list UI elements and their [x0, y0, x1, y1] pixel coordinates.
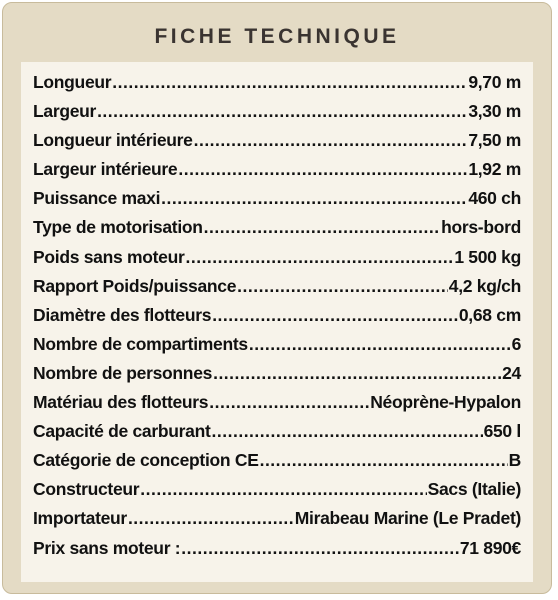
spec-value: B [508, 450, 521, 471]
spec-row-prix-sans-moteur [33, 538, 521, 567]
dot-leader [178, 159, 467, 180]
spec-label: Matériau des flotteurs [33, 392, 209, 413]
spec-row-constructeur [33, 479, 521, 508]
spec-row-rapport-poids-puissance [33, 276, 521, 305]
spec-label: Diamètre des flotteurs [33, 304, 212, 325]
spec-row-largeur-interieure [33, 159, 521, 188]
spec-row-poids-sans-moteur [33, 247, 521, 276]
spec-value: 9,70 m [468, 72, 521, 92]
spec-value: 1,92 m [468, 159, 521, 180]
dot-leader [212, 305, 458, 326]
spec-value: 6 [511, 333, 521, 354]
spec-row-materiau-flotteurs [33, 392, 521, 421]
spec-value: 24 [502, 362, 521, 383]
spec-value: 7,50 m [468, 130, 521, 151]
spec-label: Largeur [33, 101, 97, 122]
spec-value: hors-bord [441, 217, 521, 238]
spec-value: Mirabeau Marine (Le Pradet) [294, 508, 521, 529]
spec-label: Nombre de compartiments [33, 333, 248, 354]
spec-row-puissance-maxi [33, 188, 521, 217]
spec-value: 4,2 kg/ch [448, 275, 521, 296]
spec-row-importateur [33, 508, 521, 537]
dot-leader [204, 217, 440, 238]
spec-row-largeur [33, 101, 521, 130]
dot-leader [209, 392, 369, 413]
spec-row-categorie-conception [33, 450, 521, 479]
spec-value: 1 500 kg [454, 246, 521, 267]
spec-row-longueur-interieure [33, 130, 521, 159]
spec-value: 71 890€ [459, 537, 521, 558]
spec-label: Puissance maxi [33, 188, 161, 209]
spec-label: Poids sans moteur [33, 246, 185, 267]
spec-label: Capacité de carburant [33, 421, 211, 442]
spec-list [21, 62, 533, 582]
spec-label: Type de motorisation [33, 217, 203, 238]
dot-leader [185, 247, 453, 268]
dot-leader [212, 421, 483, 442]
dot-leader [181, 538, 459, 559]
spec-label: Nombre de personnes [33, 362, 213, 383]
spec-label: Catégorie de conception CE [33, 450, 259, 471]
dot-leader [260, 450, 508, 471]
dot-leader [97, 101, 467, 122]
spec-row-nombre-personnes [33, 363, 521, 392]
dot-leader [140, 479, 426, 500]
spec-value: Sacs (Italie) [427, 479, 521, 500]
spec-label: Longueur intérieure [33, 130, 193, 151]
spec-sheet-card [2, 2, 552, 594]
dot-leader [128, 508, 294, 529]
spec-value: 650 l [483, 421, 521, 442]
spec-label: Rapport Poids/puissance [33, 275, 237, 296]
spec-row-capacite-carburant [33, 421, 521, 450]
spec-value: 460 ch [468, 188, 521, 209]
dot-leader [112, 72, 467, 93]
spec-row-type-motorisation [33, 217, 521, 246]
spec-row-longueur [33, 72, 521, 101]
spec-row-nombre-compartiments [33, 334, 521, 363]
dot-leader [237, 276, 448, 297]
spec-label: Longueur [33, 72, 112, 92]
spec-value: Néoprène-Hypalon [370, 392, 521, 413]
spec-sheet-title: FICHE TECHNIQUE [154, 25, 400, 48]
spec-value: 0,68 cm [458, 304, 521, 325]
spec-row-diametre-flotteurs [33, 305, 521, 334]
spec-value: 3,30 m [468, 101, 521, 122]
spec-label: Constructeur [33, 479, 140, 500]
spec-label: Prix sans moteur : [33, 537, 181, 558]
dot-leader [194, 130, 468, 151]
spec-label: Importateur [33, 508, 127, 529]
dot-leader [213, 363, 501, 384]
dot-leader [249, 334, 511, 355]
spec-label: Largeur intérieure [33, 159, 178, 180]
dot-leader [161, 188, 467, 209]
